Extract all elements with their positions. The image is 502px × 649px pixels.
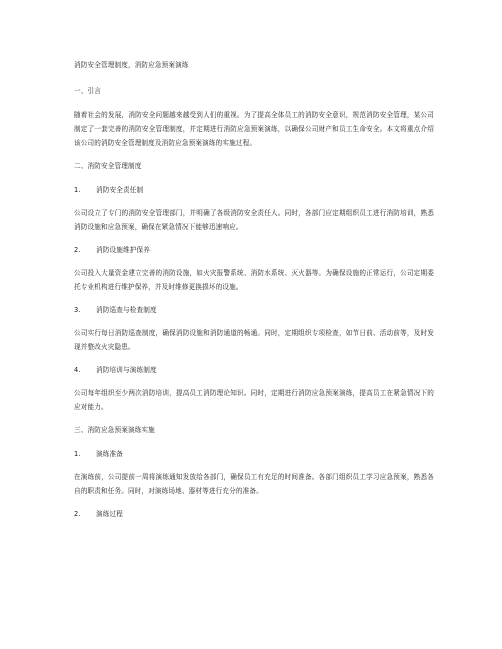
subsection-heading — [74, 303, 434, 317]
subsection-paragraph: 公司投入大量资金建立完善的消防设施，如火灾报警系统、消防水系统、灭火器等。为确保设施的正常运行，公司定期委托专业机构进行维护保养，并及时维修更换损坏的设施。 — [74, 269, 434, 291]
subsection-paragraph: 公司每年组织至少两次消防培训，提高员工消防理论知识。同时，定期进行消防应急预案演练，提高员工在紧急情况下的应对能力。 — [74, 389, 434, 411]
subsection-heading — [74, 507, 434, 521]
subsection-title: 消防安全责任制 — [96, 186, 144, 194]
section-heading-drill-implementation: 三、消防应急预案演练实施 — [74, 426, 155, 434]
subsection-heading — [74, 447, 434, 461]
document-title: 消防安全管理制度，消防应急预案演练 — [74, 61, 189, 69]
subsection-number: 1. — [74, 450, 81, 458]
introduction-paragraph: 随着社会的发展，消防安全问题越来越受到人们的重视。为了提高全体员工的消防安全意识，规范消防安全管理，某公司制定了一套完善的消防安全管理制度，并定期进行消防应急预案演练，以确保公司财产和员工生命安全。本文将重点介绍该公司的消防安全管理制度及消防应急预案演练的实施过程。 — [74, 111, 434, 147]
subsection-paragraph: 公司实行每日消防巡查制度，确保消防设施和消防通道的畅通。同时，定期组织专项检查，如节日前、活动前等，及时发现并整改火灾隐患。 — [74, 329, 434, 351]
subsection-title: 消防培训与演练制度 — [96, 366, 157, 374]
section-heading-introduction: 一、引言 — [74, 87, 101, 95]
subsection-title: 演练过程 — [96, 510, 123, 518]
subsection-number: 1. — [74, 186, 81, 194]
section-heading-management-system: 二、消防安全管理制度 — [74, 162, 142, 170]
subsection-title: 消防设施维护保养 — [96, 246, 150, 254]
subsection-title: 消防巡查与检查制度 — [96, 306, 157, 314]
subsection-heading — [74, 243, 434, 257]
subsection-paragraph: 在演练前，公司提前一周将演练通知发放给各部门，确保员工有充足的时间准备。各部门组织员工学习应急预案，熟悉各自的职责和任务。同时，对演练场地、器材等进行充分的准备。 — [74, 473, 434, 495]
subsection-heading — [74, 183, 434, 197]
subsection-number: 2. — [74, 246, 81, 254]
subsection-heading — [74, 363, 434, 377]
subsection-number: 4. — [74, 366, 81, 374]
subsection-paragraph: 公司设立了专门的消防安全管理部门，并明确了各级消防安全责任人。同时，各部门应定期组织员工进行消防培训，熟悉消防设施和应急预案，确保在紧急情况下能够迅速响应。 — [74, 209, 434, 231]
subsection-title: 演练准备 — [96, 450, 123, 458]
subsection-number: 3. — [74, 306, 81, 314]
document-body — [74, 58, 434, 530]
subsection-number: 2. — [74, 510, 81, 518]
